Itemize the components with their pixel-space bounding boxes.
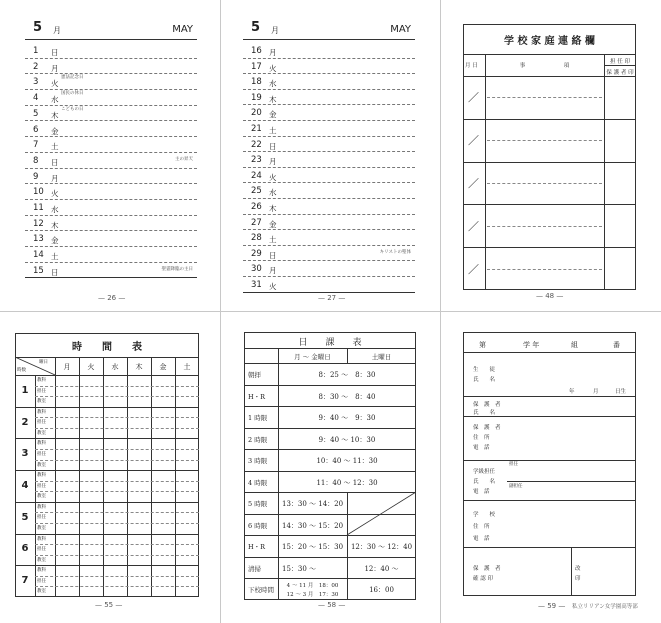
time-range: 13：30 〜 14：20 xyxy=(282,500,344,508)
sub-label: 担任 xyxy=(37,483,46,489)
day-number: 1 xyxy=(33,46,39,56)
divider xyxy=(571,547,572,596)
row-dashed-line xyxy=(487,140,602,141)
calendar-day-row xyxy=(243,215,415,231)
page-number: — 55 — xyxy=(95,601,123,609)
time-range: 15：20 〜 15：30 xyxy=(282,543,344,551)
weekday-header: 月 〜 金曜日 xyxy=(294,353,331,361)
day-number: 29 xyxy=(251,248,262,259)
sub-label: 担任 xyxy=(37,388,46,394)
day-number: 4 xyxy=(33,93,39,104)
period-divider xyxy=(15,502,199,503)
month-number: 5 xyxy=(33,20,43,35)
col-divider xyxy=(127,357,128,597)
calendar-day-row xyxy=(243,90,415,106)
calendar-day-row xyxy=(25,153,197,169)
event-note: 聖霊降臨の主日 xyxy=(161,266,193,272)
weekday: 木 xyxy=(269,204,277,213)
col-divider xyxy=(151,357,152,597)
period-number: 2 xyxy=(21,416,29,428)
weekday: 木 xyxy=(51,110,59,120)
period-label: 清掃 xyxy=(248,564,261,573)
saturday-header: 土曜日 xyxy=(371,353,392,361)
calendar-day-row xyxy=(25,43,197,59)
student-kana-label: 生 徒 xyxy=(473,367,496,373)
col-divider xyxy=(175,357,176,597)
page-number: — 58 — xyxy=(318,601,346,609)
guardian-name-label: 氏 名 xyxy=(473,410,496,416)
header-grade: 学 年 xyxy=(523,341,540,349)
period-divider xyxy=(15,534,199,535)
sub-label: 教室 xyxy=(37,399,46,405)
calendar-day-row xyxy=(25,231,197,247)
row-divider xyxy=(0,311,661,312)
day-number: 25 xyxy=(251,186,262,197)
sub-row-line xyxy=(35,386,199,387)
day-number: 26 xyxy=(251,202,262,212)
student-profile-page xyxy=(463,332,636,596)
period-label: H・R xyxy=(248,392,266,401)
sub-label: 教科 xyxy=(37,409,46,415)
student-name-label: 氏 名 xyxy=(473,377,496,383)
date-slash: ／ xyxy=(468,262,479,276)
period-label: 1 時限 xyxy=(248,414,268,422)
school-label: 学 校 xyxy=(473,512,496,518)
weekday-header: 金 xyxy=(159,363,167,371)
period-label: 4 時限 xyxy=(248,478,268,487)
period-number: 6 xyxy=(21,543,29,555)
weekday: 月 xyxy=(269,48,277,57)
month-english: MAY xyxy=(390,24,411,35)
sub-label: 担任 xyxy=(37,578,46,584)
row-dashed-line xyxy=(487,269,602,270)
day-number: 23 xyxy=(251,155,262,166)
period-label: H・R xyxy=(248,543,266,551)
calendar-day-row xyxy=(243,121,415,137)
birth-day: 日生 xyxy=(615,389,627,395)
period-divider xyxy=(15,438,199,439)
seal-guardian-label: 保 護 者 xyxy=(473,566,501,572)
time-range: 9：40 〜 9：30 xyxy=(318,414,376,422)
weekday: 月 xyxy=(269,157,277,167)
sub-label: 教室 xyxy=(37,494,46,500)
weekday: 金 xyxy=(51,126,59,136)
time-range: 12 〜 3 月 17：30 xyxy=(286,592,339,598)
time-range: 8：25 〜 8：30 xyxy=(318,371,376,379)
col-divider xyxy=(35,375,36,597)
col-guardian-seal: 保 護 者 印 xyxy=(606,70,634,76)
row-dashed-line xyxy=(487,183,602,184)
day-number: 10 xyxy=(33,187,44,198)
page-number: — 27 — xyxy=(318,294,346,302)
day-number: 27 xyxy=(251,217,262,228)
divider xyxy=(604,65,636,66)
school-address-label: 住 所 xyxy=(473,524,490,530)
period-label: 3 時限 xyxy=(248,457,268,465)
day-number: 8 xyxy=(33,155,39,166)
sub-label: 教室 xyxy=(37,557,46,563)
contact-log-title: 学 校 家 庭 連 絡 欄 xyxy=(504,36,595,47)
date-slash: ／ xyxy=(468,91,479,105)
date-slash: ／ xyxy=(468,177,479,190)
teacher-sub-label: 副担任 xyxy=(509,484,523,489)
sub-label: 教科 xyxy=(37,441,46,447)
weekday-header: 水 xyxy=(111,363,119,371)
weekday: 土 xyxy=(269,235,277,245)
weekday: 月 xyxy=(51,173,59,183)
sub-label: 教室 xyxy=(37,462,46,468)
teacher-phone-label: 電 話 xyxy=(473,489,490,495)
time-range: 11：40 〜 12：30 xyxy=(316,478,378,487)
saturday-diagonal xyxy=(244,332,416,600)
calendar-day-row xyxy=(243,199,415,215)
weekday: 木 xyxy=(51,220,59,230)
teacher-name-label: 氏 名 xyxy=(473,479,496,485)
sub-row-line xyxy=(35,417,199,418)
calendar-page-may-1-15 xyxy=(25,0,197,311)
calendar-day-row xyxy=(25,184,197,200)
weekday: 水 xyxy=(269,79,277,89)
time-range: 4 〜 11 月 18：00 xyxy=(286,583,339,589)
month-unit: 月 xyxy=(271,26,279,35)
day-number: 9 xyxy=(33,171,39,182)
holiday-name: こどもの日 xyxy=(61,106,84,112)
day-number: 24 xyxy=(251,170,262,181)
divider xyxy=(463,416,636,417)
sub-row-line xyxy=(35,491,199,492)
day-number: 22 xyxy=(251,139,262,150)
day-number: 21 xyxy=(251,124,262,134)
guardian-label: 保 護 者 xyxy=(473,402,501,408)
sub-label: 教室 xyxy=(37,525,46,531)
seal-change-label: 改 xyxy=(575,566,581,572)
day-number: 16 xyxy=(251,46,262,56)
weekday: 日 xyxy=(269,141,277,151)
calendar-day-row xyxy=(243,43,415,59)
holiday-name: 憲法記念日 xyxy=(61,75,84,81)
calendar-day-row xyxy=(25,106,197,122)
sub-label: 教科 xyxy=(37,473,46,479)
divider xyxy=(463,396,636,397)
period-divider xyxy=(15,470,199,471)
weekday: 土 xyxy=(51,142,59,152)
weekday: 金 xyxy=(51,236,59,246)
period-number: 3 xyxy=(21,448,29,460)
col-date: 月 日 xyxy=(465,63,478,69)
calendar-day-row xyxy=(243,277,415,293)
calendar-day-row xyxy=(25,90,197,106)
event-note: 主の昇天 xyxy=(175,156,193,162)
sub-row-line xyxy=(35,512,199,513)
sub-row-line xyxy=(35,523,199,524)
weekday: 金 xyxy=(269,110,277,120)
weekday: 水 xyxy=(269,188,277,198)
row-divider xyxy=(463,119,636,120)
period-divider xyxy=(15,565,199,566)
divider xyxy=(604,54,605,290)
event-note: キリストの聖体 xyxy=(379,249,411,255)
sub-label: 教科 xyxy=(37,536,46,542)
calendar-day-row xyxy=(243,59,415,75)
day-number: 17 xyxy=(251,61,262,72)
saturday-time: 12：30 〜 12：40 xyxy=(350,543,413,551)
sub-label: 教室 xyxy=(37,430,46,436)
school-name: 私立リリアン女学園高等部 xyxy=(572,604,638,610)
weekday: 火 xyxy=(51,189,59,199)
weekday: 日 xyxy=(51,157,59,167)
page-number: — 26 — xyxy=(98,294,126,302)
weekday: 水 xyxy=(51,95,59,105)
daily-schedule-page xyxy=(244,332,416,600)
seal-mark-label: 印 xyxy=(575,576,581,582)
month-english: MAY xyxy=(172,24,193,35)
weekday: 月 xyxy=(51,63,59,73)
row-dashed-line xyxy=(487,97,602,98)
calendar-day-row xyxy=(25,200,197,216)
period-number: 1 xyxy=(21,384,29,396)
col-item: 事 項 xyxy=(519,63,570,69)
date-slash: ／ xyxy=(468,219,479,233)
time-range: 10：40 〜 11：30 xyxy=(316,457,378,465)
weekday-header: 月 xyxy=(63,363,71,371)
day-number: 12 xyxy=(33,218,44,229)
weekday: 火 xyxy=(269,172,277,182)
weekday-header: 土 xyxy=(183,363,191,371)
weekday: 月 xyxy=(269,266,277,276)
timetable-page xyxy=(15,333,199,597)
day-number: 19 xyxy=(251,92,262,103)
calendar-day-row xyxy=(243,105,415,121)
col-teacher-seal: 担 任 印 xyxy=(610,59,630,65)
weekday-header: 木 xyxy=(135,363,143,371)
calendar-page-may-16-31 xyxy=(243,0,415,311)
sub-row-line xyxy=(35,586,199,587)
divider xyxy=(463,54,636,55)
saturday-time: 12：40 〜 xyxy=(364,564,399,573)
col-divider xyxy=(79,357,80,597)
day-number: 30 xyxy=(251,264,262,275)
sub-label: 教室 xyxy=(37,589,46,595)
weekday: 日 xyxy=(269,250,277,260)
calendar-day-row xyxy=(243,168,415,184)
weekday: 火 xyxy=(51,79,59,89)
day-number: 18 xyxy=(251,77,262,88)
day-number: 13 xyxy=(33,234,44,245)
divider xyxy=(485,54,486,290)
weekday: 火 xyxy=(269,63,277,73)
divider xyxy=(15,375,199,376)
contact-log-page xyxy=(463,24,636,290)
weekday: 水 xyxy=(51,205,59,214)
calendar-day-row xyxy=(25,216,197,232)
row-dashed-line xyxy=(487,226,602,227)
calendar-day-row xyxy=(25,263,197,279)
sub-row-line xyxy=(35,481,199,482)
calendar-header xyxy=(25,0,197,40)
weekday: 木 xyxy=(269,94,277,104)
time-range: 9：40 〜 10：30 xyxy=(318,435,376,444)
time-range: 14：30 〜 15：20 xyxy=(282,521,344,530)
divider xyxy=(463,460,636,461)
weekday: 日 xyxy=(51,48,59,57)
divider xyxy=(463,547,636,548)
day-number: 14 xyxy=(33,250,44,261)
month-number: 5 xyxy=(251,20,261,35)
sub-row-line xyxy=(35,576,199,577)
row-divider xyxy=(463,204,636,205)
row-divider xyxy=(463,247,636,248)
divider xyxy=(463,352,636,353)
sub-label: 教科 xyxy=(37,378,46,383)
day-number: 11 xyxy=(33,203,44,213)
weekday: 土 xyxy=(269,126,277,135)
period-label: 下校時間 xyxy=(248,586,274,594)
header-class: 第 xyxy=(479,341,486,349)
divider xyxy=(463,500,636,501)
guardian-address-label: 住 所 xyxy=(473,435,490,441)
sub-row-line xyxy=(35,555,199,556)
header-group: 組 xyxy=(571,341,578,349)
day-number: 31 xyxy=(251,280,262,290)
calendar-day-row xyxy=(243,183,415,199)
weekday: 土 xyxy=(51,252,59,262)
saturday-time: 16：00 xyxy=(369,586,394,594)
calendar-day-row xyxy=(243,246,415,262)
sub-row-line xyxy=(35,449,199,450)
weekday: 火 xyxy=(269,282,277,291)
day-number: 6 xyxy=(33,124,39,135)
teacher-label: 学級担任 xyxy=(473,469,496,475)
time-range: 15：30 〜 xyxy=(282,564,317,573)
timetable-title: 時 間 表 xyxy=(72,342,142,353)
calendar-day-row xyxy=(25,137,197,153)
birth-year: 年 xyxy=(569,389,575,395)
guardian-phone-label: 電 話 xyxy=(473,445,490,451)
calendar-day-row xyxy=(243,137,415,153)
sub-row-line xyxy=(35,460,199,461)
schedule-title: 日 課 表 xyxy=(298,338,362,348)
divider xyxy=(507,481,636,482)
period-number: 5 xyxy=(21,511,29,523)
period-label: 朝拝 xyxy=(248,371,261,379)
sub-label: 担任 xyxy=(37,547,46,553)
weekday: 日 xyxy=(51,267,59,277)
sub-label: 担任 xyxy=(37,515,46,521)
calendar-day-row xyxy=(243,152,415,168)
guardian2-label: 保 護 者 xyxy=(473,425,501,431)
corner-weekday-label: 曜日 xyxy=(39,360,48,365)
calendar-header xyxy=(243,0,415,40)
teacher-main-label: 担任 xyxy=(509,462,518,467)
period-label: 2 時限 xyxy=(248,435,268,444)
page-number: — 59 — xyxy=(538,602,566,610)
period-number: 4 xyxy=(21,479,29,491)
sub-label: 担任 xyxy=(37,451,46,457)
day-number: 5 xyxy=(33,108,39,119)
school-phone-label: 電 話 xyxy=(473,536,490,542)
day-number: 2 xyxy=(33,61,39,72)
col-divider xyxy=(55,357,56,597)
weekday-header: 火 xyxy=(87,363,95,371)
page-number: — 48 — xyxy=(536,292,564,300)
day-number: 15 xyxy=(33,265,44,276)
calendar-day-row xyxy=(243,261,415,277)
calendar-day-row xyxy=(25,247,197,263)
day-number: 3 xyxy=(33,77,39,88)
date-slash: ／ xyxy=(468,134,479,148)
row-divider xyxy=(463,162,636,163)
calendar-day-row xyxy=(243,230,415,246)
sub-label: 教科 xyxy=(37,504,46,510)
time-range: 8：30 〜 8：40 xyxy=(318,392,376,401)
sub-label: 教科 xyxy=(37,568,46,574)
period-label: 5 時限 xyxy=(248,500,268,508)
corner-period-label: 時数 xyxy=(17,368,26,373)
day-number: 20 xyxy=(251,108,262,119)
day-number: 7 xyxy=(33,140,39,151)
col-divider xyxy=(103,357,104,597)
seal-confirm-label: 確 認 印 xyxy=(473,576,493,582)
calendar-day-row xyxy=(25,74,197,90)
period-label: 6 時限 xyxy=(248,521,268,530)
day-number: 28 xyxy=(251,233,262,244)
sub-row-line xyxy=(35,544,199,545)
period-divider xyxy=(15,407,199,408)
header-number: 番 xyxy=(613,341,620,349)
calendar-day-row xyxy=(25,59,197,75)
calendar-day-row xyxy=(243,74,415,90)
sub-label: 担任 xyxy=(37,420,46,426)
month-unit: 月 xyxy=(53,26,61,35)
holiday-name: 国民の休日 xyxy=(61,91,84,97)
birth-month: 月 xyxy=(593,389,599,395)
period-number: 7 xyxy=(21,575,29,587)
sub-row-line xyxy=(35,428,199,429)
weekday: 金 xyxy=(269,219,277,229)
sub-row-line xyxy=(35,396,199,397)
divider xyxy=(463,76,636,77)
calendar-day-row xyxy=(25,169,197,185)
calendar-day-row xyxy=(25,122,197,138)
